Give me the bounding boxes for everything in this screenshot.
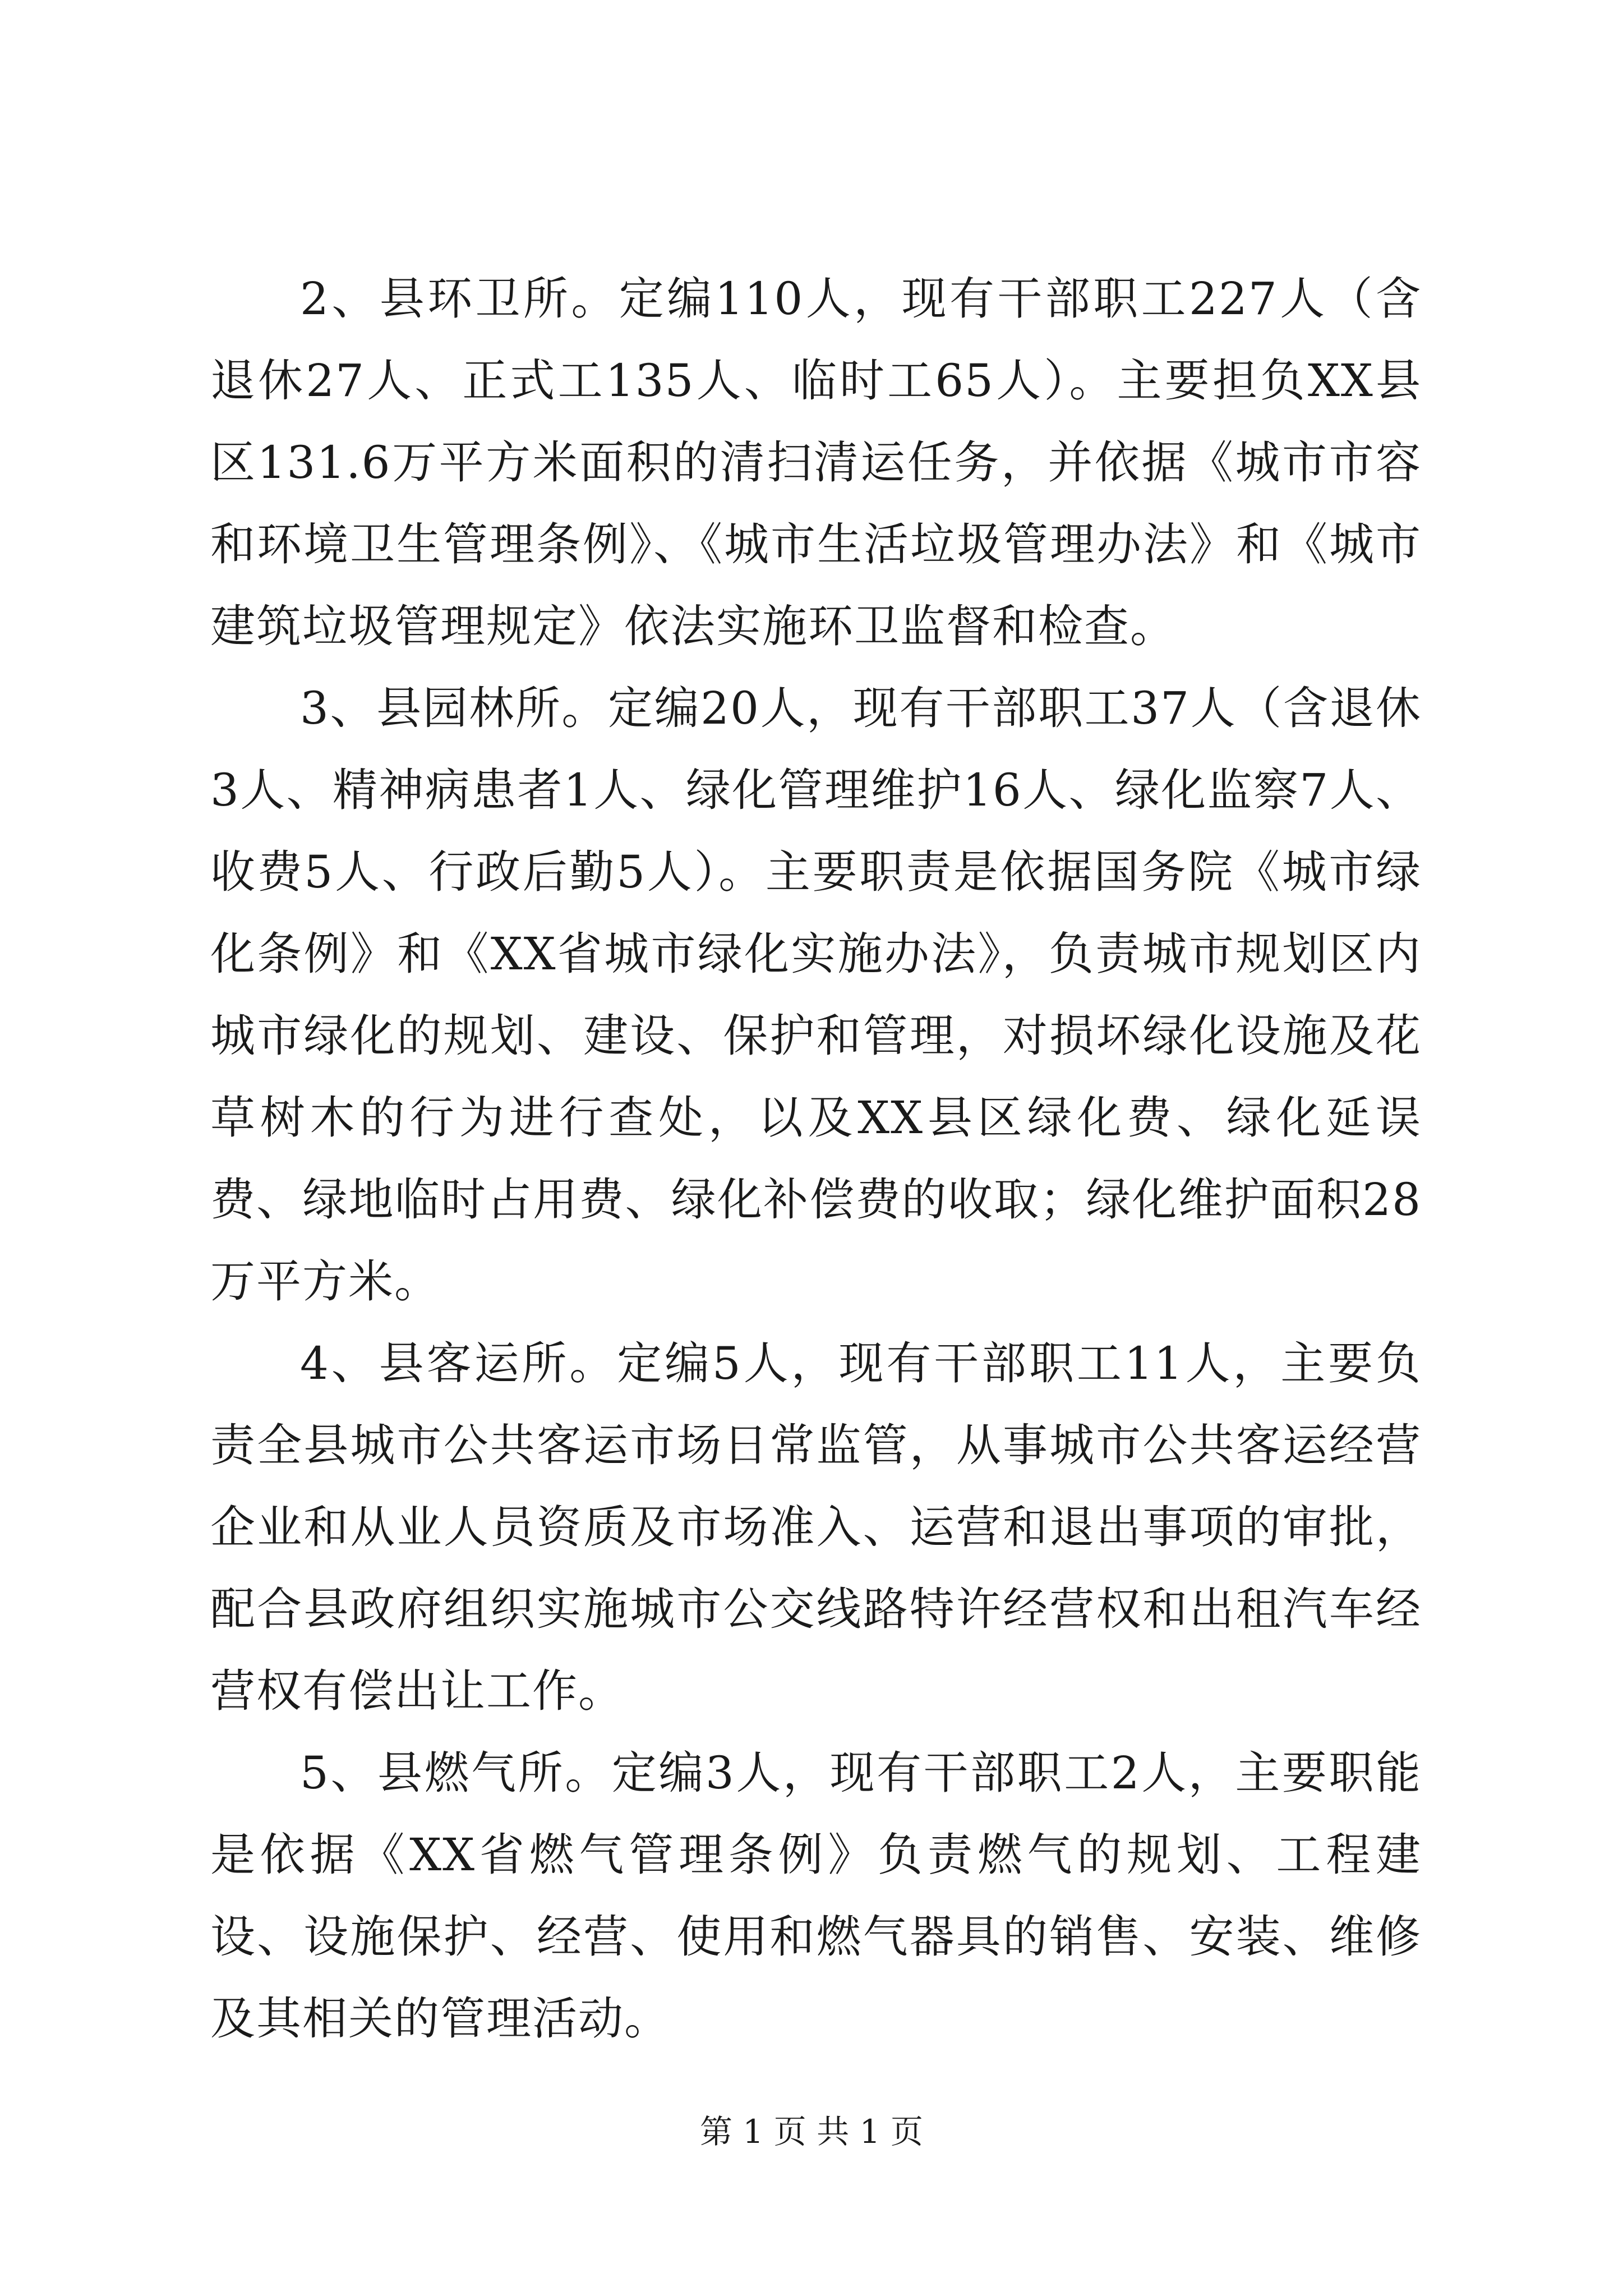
paragraph-ranqi: 5、县燃气所。定编3人，现有干部职工2人，主要职能是依据《XX省燃气管理条例》负责燃气的规划、工程建设、设施保护、经营、使用和燃气器具的销售、安装、维修及其相关的管理活动。	[210, 1747, 1422, 2045]
paragraph-huanwei: 2、县环卫所。定编110人，现有干部职工227人（含退休27人、正式工135人、临时工65人）。主要担负XX县区131.6万平方米面积的清扫清运任务，并依据《城市市容和环境卫生管理条例》、《城市生活垃圾管理办法》和《城市建筑垃圾管理规定》依法实施环卫监督和检查。	[210, 273, 1422, 652]
paragraph-keyun: 4、县客运所。定编5人，现有干部职工11人，主要负责全县城市公共客运市场日常监管，从事城市公共客运经营企业和从业人员资质及市场准入、运营和退出事项的审批，配合县政府组织实施城市公交线路特许经营权和出租汽车经营权有偿出让工作。	[210, 1337, 1422, 1717]
paragraph-yuanlin: 3、县园林所。定编20人，现有干部职工37人（含退休3人、精神病患者1人、绿化管理维护16人、绿化监察7人、收费5人、行政后勤5人）。主要职责是依据国务院《城市绿化条例》和《XX省城市绿化实施办法》，负责城市规划区内城市绿化的规划、建设、保护和管理，对损坏绿化设施及花草树木的行为进行查处，以及XX县区绿化费、绿化延误费、绿地临时占用费、绿化补偿费的收取；绿化维护面积28万平方米。	[210, 682, 1422, 1308]
document-body	[210, 258, 1422, 2060]
page-number-footer: 第 1 页 共 1 页	[700, 2113, 923, 2151]
